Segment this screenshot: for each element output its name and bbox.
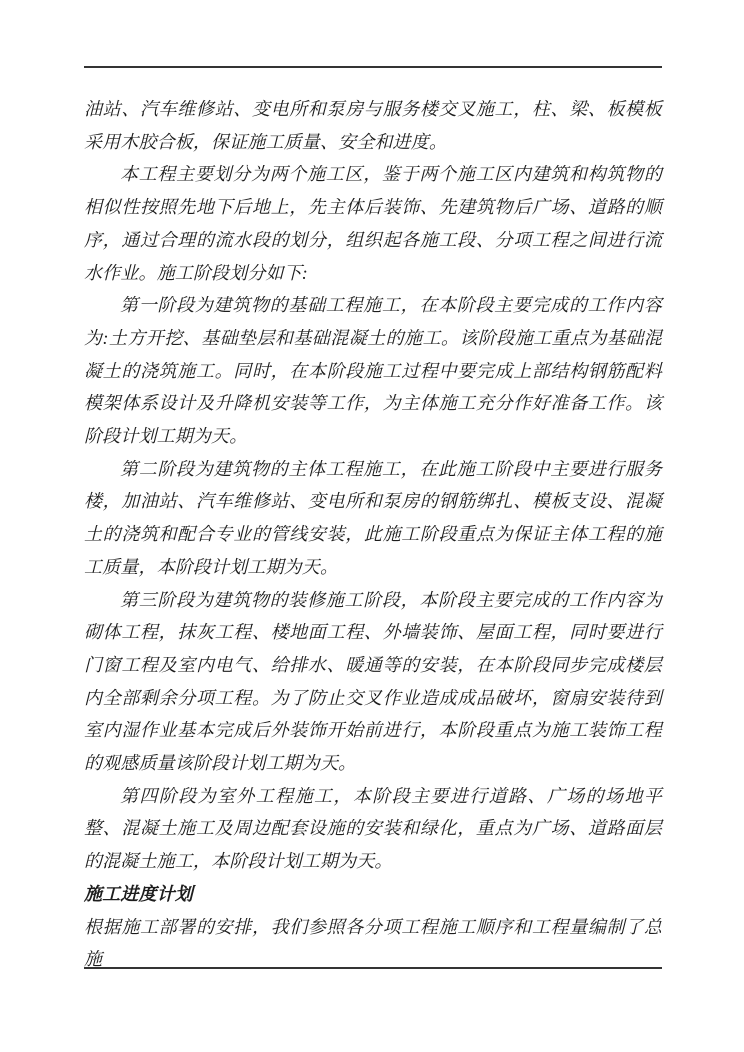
- paragraph: 第三阶段为建筑物的装修施工阶段，本阶段主要完成的工作内容为砌体工程，抹灰工程、楼地面工程、外墙装饰、屋面工程，同时要进行门窗工程及室内电气、给排水、暖通等的安装，在本阶段同步完成楼层内全部剩余分项工程。为了防止交叉作业造成成品破坏，窗扇安装待到室内湿作业基本完成后外装饰开始前进行，本阶段重点为施工装饰工程的观感质量该阶段计划工期为天。: [84, 589, 662, 774]
- header-rule: [84, 66, 662, 68]
- footer-rule: [84, 967, 662, 969]
- section-heading: 施工进度计划: [84, 883, 193, 904]
- document-body: [84, 93, 662, 976]
- paragraph: 第一阶段为建筑物的基础工程施工，在本阶段主要完成的工作内容为:土方开挖、基础垫层和基础混凝土的施工。该阶段施工重点为基础混凝土的浇筑施工。同时，在本阶段施工过程中要完成上部结构钢筋配料模架体系设计及升降机安装等工作，为主体施工充分作好准备工作。该阶段计划工期为天。: [84, 295, 662, 447]
- paragraph: 油站、汽车维修站、变电所和泵房与服务楼交叉施工，柱、梁、板模板采用木胶合板，保证施工质量、安全和进度。: [84, 99, 662, 152]
- paragraph: 第四阶段为室外工程施工，本阶段主要进行道路、广场的场地平整、混凝土施工及周边配套设施的安装和绿化，重点为广场、道路面层的混凝土施工，本阶段计划工期为天。: [84, 785, 662, 872]
- paragraph: 本工程主要划分为两个施工区，鉴于两个施工区内建筑和构筑物的相似性按照先地下后地上，先主体后装饰、先建筑物后广场、道路的顺序，通过合理的流水段的划分，组织起各施工段、分项工程之间进行流水作业。施工阶段划分如下:: [84, 164, 662, 283]
- paragraph: 根据施工部署的安排，我们参照各分项工程施工顺序和工程量编制了总施: [84, 916, 662, 970]
- paragraph: 第二阶段为建筑物的主体工程施工，在此施工阶段中主要进行服务楼，加油站、汽车维修站、变电所和泵房的钢筋绑扎、模板支设、混凝土的浇筑和配合专业的管线安装，此施工阶段重点为保证主体工程的施工质量，本阶段计划工期为天。: [84, 458, 662, 577]
